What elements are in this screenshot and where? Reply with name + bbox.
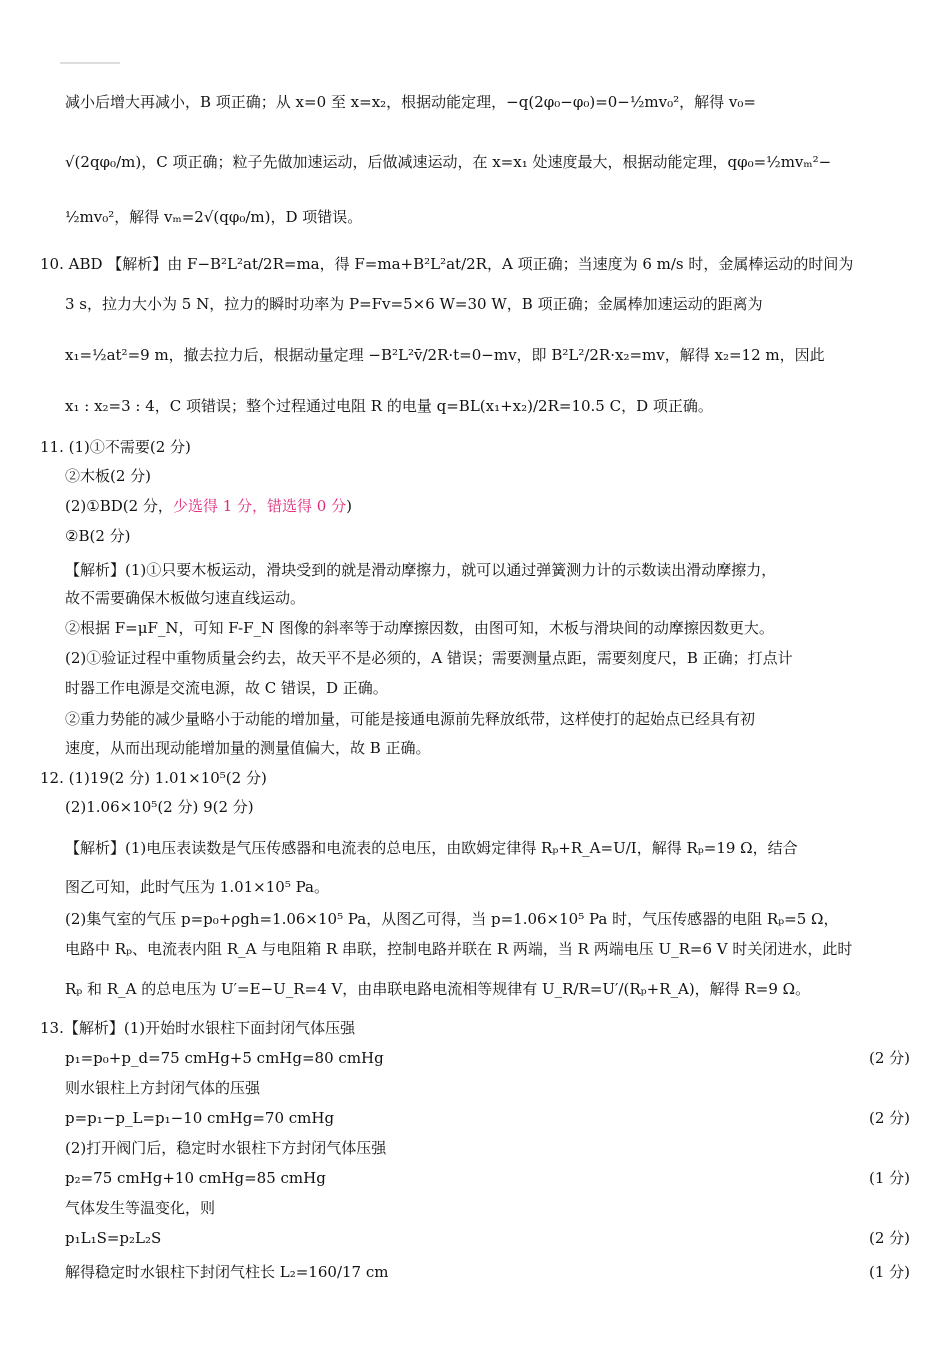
q12-line: (2)1.06×10⁵(2 分) 9(2 分)	[65, 798, 254, 816]
q12-line: 【解析】(1)电压表读数是气压传感器和电流表的总电压，由欧姆定律得 Rₚ+R_A=U/I，解得 Rₚ=19 Ω，结合	[65, 839, 798, 857]
q11-line: 【解析】(1)①只要木板运动，滑块受到的就是滑动摩擦力，就可以通过弹簧测力计的示数读出滑动摩擦力，	[65, 561, 777, 579]
text-line: 减小后增大再减小，B 项正确；从 x=0 至 x=x₂，根据动能定理，−q(2φ₀−φ₀)=0−½mv₀²，解得 v₀=	[65, 93, 756, 111]
q11-line: 速度，从而出现动能增加量的测量值偏大，故 B 正确。	[65, 739, 431, 757]
q11-line: 11. (1)①不需要(2 分)	[40, 438, 191, 456]
score-mark: (1 分)	[868, 1169, 910, 1187]
q12-line: Rₚ 和 R_A 的总电压为 U′=E−U_R=4 V，由串联电路电流相等规律有 U_R/R=U′/(Rₚ+R_A)，解得 R=9 Ω。	[65, 980, 811, 998]
q12-line: (2)集气室的气压 p=p₀+ρgh=1.06×10⁵ Pa，从图乙可得，当 p=1.06×10⁵ Pa 时，气压传感器的电阻 Rₚ=5 Ω，	[65, 910, 839, 928]
q13-line: 则水银柱上方封闭气体的压强	[65, 1079, 261, 1097]
text-line: √(2qφ₀/m)，C 项正确；粒子先做加速运动，后做减速运动，在 x=x₁ 处速度最大，根据动能定理，qφ₀=½mvₘ²−	[65, 153, 832, 171]
score-mark: (2 分)	[868, 1049, 910, 1067]
top-rule	[60, 62, 120, 64]
scoring-note: 少选得 1 分，错选得 0 分	[172, 497, 347, 515]
q13-line: 13.【解析】(1)开始时水银柱下面封闭气体压强	[40, 1019, 356, 1037]
q12-line: 12. (1)19(2 分) 1.01×10⁵(2 分)	[40, 769, 267, 787]
q11-line: (2)①验证过程中重物质量会约去，故天平不是必须的，A 错误；需要测量点距，需要刻度尺，B 正确；打点计	[65, 649, 793, 667]
q11-line: ②木板(2 分)	[65, 467, 152, 485]
q11-line: 故不需要确保木板做匀速直线运动。	[65, 589, 306, 607]
score-mark: (2 分)	[868, 1109, 910, 1127]
q11-line: ②根据 F=μF_N，可知 F-F_N 图像的斜率等于动摩擦因数，由图可知，木板与滑块间的动摩擦因数更大。	[65, 619, 774, 637]
q13-line: (2)打开阀门后，稳定时水银柱下方封闭气体压强	[65, 1139, 387, 1157]
q13-line: 气体发生等温变化，则	[65, 1199, 216, 1217]
q11-line: 时器工作电源是交流电源，故 C 错误，D 正确。	[65, 679, 388, 697]
q10-line: x₁=½at²=9 m，撤去拉力后，根据动量定理 −B²L²v̄/2R·t=0−mv，即 B²L²/2R·x₂=mv，解得 x₂=12 m，因此	[65, 346, 825, 364]
q13-line: p=p₁−p_L=p₁−10 cmHg=70 cmHg	[65, 1109, 335, 1127]
score-mark: (2 分)	[868, 1229, 910, 1247]
q11-answer: (2)①BD(2 分，	[65, 497, 173, 515]
q10-line: x₁ : x₂=3 : 4，C 项错误；整个过程通过电阻 R 的电量 q=BL(x₁+x₂)/2R=10.5 C，D 项正确。	[65, 397, 713, 415]
text-line: ½mv₀²，解得 vₘ=2√(qφ₀/m)，D 项错误。	[65, 208, 363, 226]
score-mark: (1 分)	[868, 1263, 910, 1281]
q12-line: 图乙可知，此时气压为 1.01×10⁵ Pa。	[65, 878, 329, 896]
q11-line: ②B(2 分)	[65, 527, 131, 545]
q11-line	[65, 496, 352, 516]
q13-line: 解得稳定时水银柱下封闭气柱长 L₂=160/17 cm	[65, 1263, 389, 1281]
q12-line: 电路中 Rₚ、电流表内阻 R_A 与电阻箱 R 串联，控制电路并联在 R 两端，当 R 两端电压 U_R=6 V 时关闭进水，此时	[65, 940, 853, 958]
q13-line: p₂=75 cmHg+10 cmHg=85 cmHg	[65, 1169, 326, 1187]
q13-line: p₁=p₀+p_d=75 cmHg+5 cmHg=80 cmHg	[65, 1049, 384, 1067]
q11-answer-close: )	[346, 497, 352, 515]
q10-line: 3 s，拉力大小为 5 N，拉力的瞬时功率为 P=Fv=5×6 W=30 W，B 项正确；金属棒加速运动的距离为	[65, 295, 763, 313]
q10-line: 10. ABD 【解析】由 F−B²L²at/2R=ma，得 F=ma+B²L²at/2R，A 项正确；当速度为 6 m/s 时，金属棒运动的时间为	[40, 255, 854, 273]
q13-line: p₁L₁S=p₂L₂S	[65, 1229, 162, 1247]
q11-line: ②重力势能的减少量略小于动能的增加量，可能是接通电源前先释放纸带，这样使打的起始点已经具有初	[65, 710, 756, 728]
